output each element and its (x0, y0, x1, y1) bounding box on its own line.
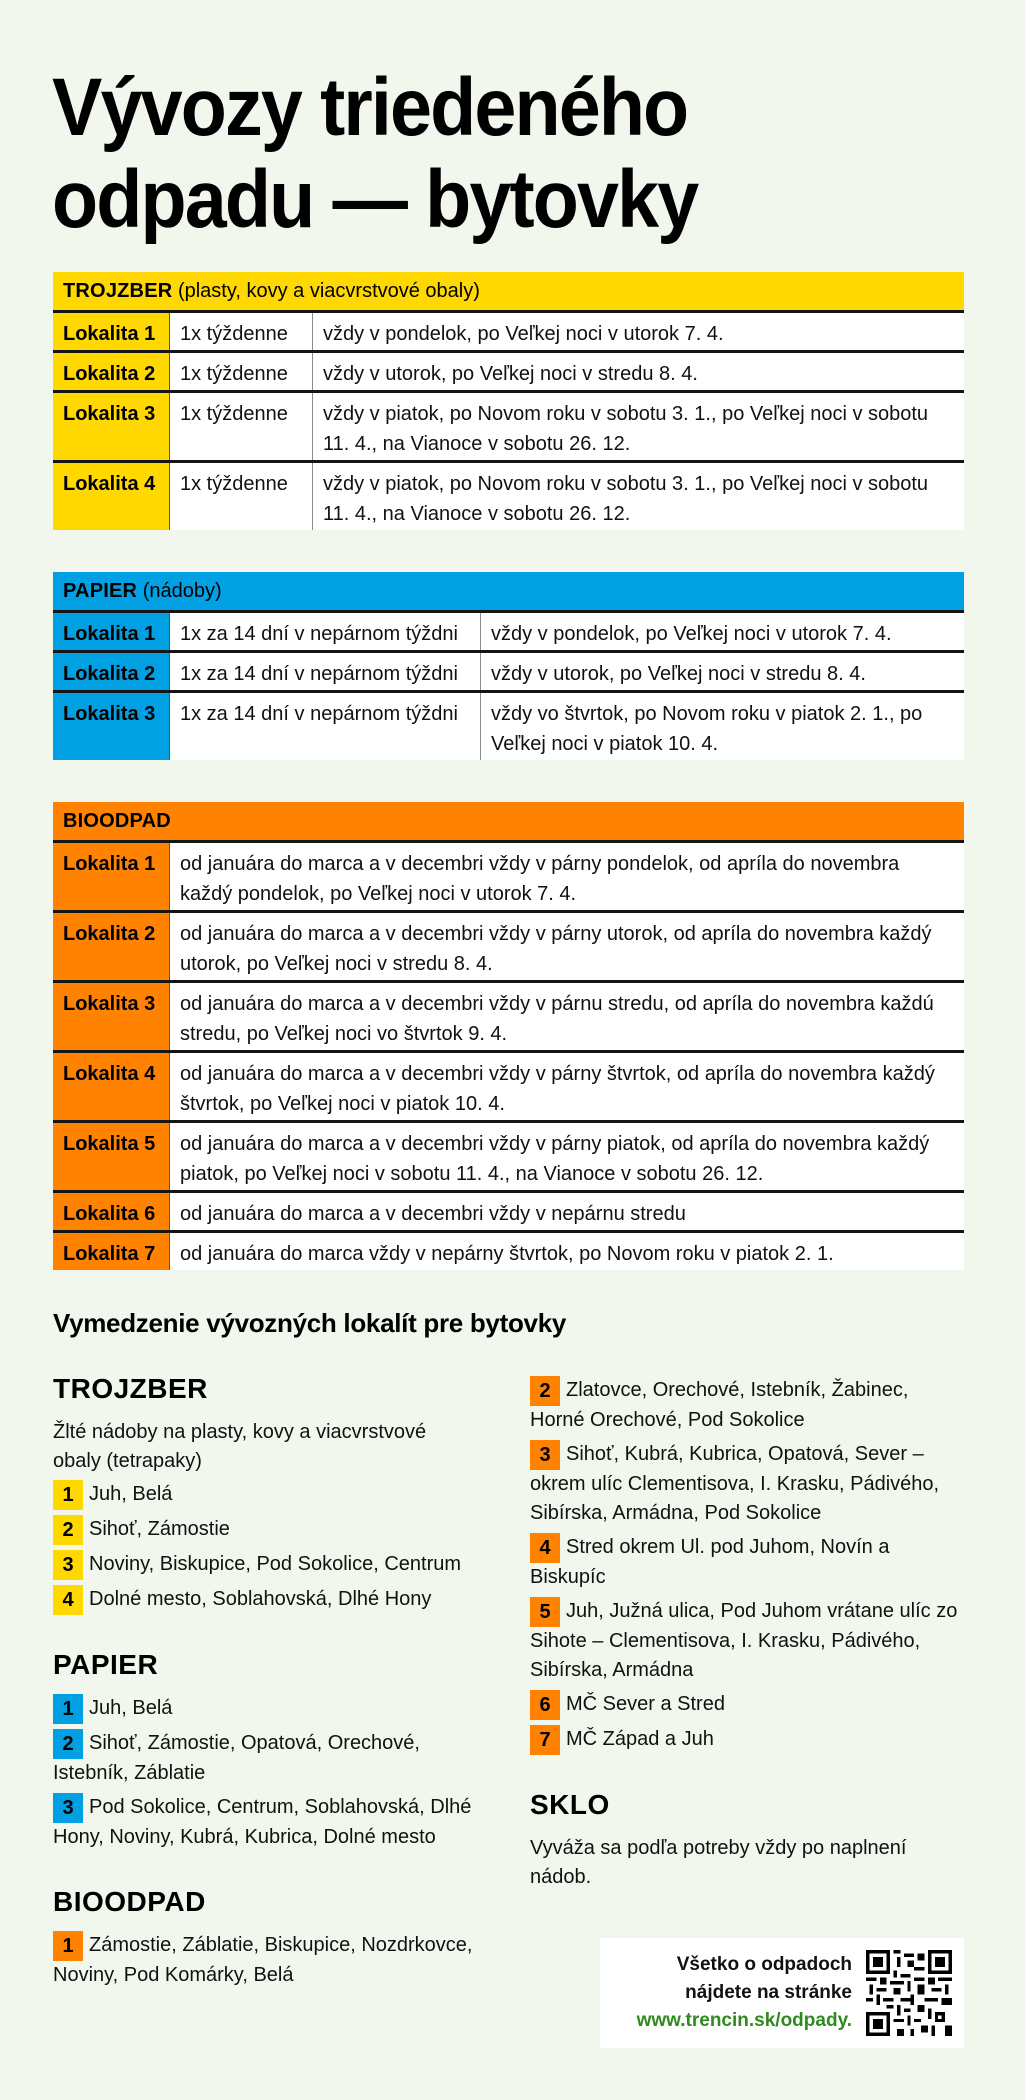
location-number-badge: 1 (53, 1931, 83, 1961)
row-detail: vždy vo štvrtok, po Novom roku v piatok 2. 1., po Veľkej noci v piatok 10. 4. (481, 693, 964, 760)
location-text: Juh, Južná ulica, Pod Juhom vrátane ulíc zo Sihote – Clementisova, I. Krasku, Pádivého, Sibírska, Armádna (530, 1600, 958, 1681)
row-label: Lokalita 4 (53, 463, 170, 530)
papier-section-title: PAPIER (53, 1649, 159, 1680)
page-title (52, 62, 880, 246)
trojzber-table-header (53, 272, 964, 310)
row-detail: vždy v pondelok, po Veľkej noci v utorok 7. 4. (313, 313, 964, 350)
row-frequency: 1x týždenne (170, 313, 313, 350)
trojzber-title: TROJZBER (63, 280, 173, 302)
bioodpad-section-title: BIOODPAD (53, 1886, 206, 1917)
location-number-badge: 4 (530, 1533, 560, 1563)
papier-note: (nádoby) (137, 580, 222, 602)
location-number-badge: 4 (53, 1585, 83, 1615)
promo-line-2: nájdete na stránke (685, 1982, 852, 2003)
list-item (530, 1533, 950, 1592)
location-number-badge: 3 (53, 1793, 83, 1823)
trojzber-schedule-table (53, 272, 964, 530)
row-detail: od januára do marca a v decembri vždy v párny pondelok, od apríla do novembra každý pondelok, po Veľkej noci v utorok 7. 4. (170, 843, 964, 910)
row-label: Lokalita 3 (53, 693, 170, 760)
row-label: Lokalita 2 (53, 653, 170, 690)
row-label: Lokalita 3 (53, 983, 170, 1050)
table-row (53, 390, 964, 460)
row-label: Lokalita 4 (53, 1053, 170, 1120)
qr-code-icon (866, 1950, 952, 2036)
table-row (53, 1230, 964, 1270)
table-row (53, 980, 964, 1050)
bioodpad-schedule-table (53, 802, 964, 1270)
table-row (53, 650, 964, 690)
list-item (53, 1515, 493, 1545)
list-item (530, 1725, 970, 1755)
table-row (53, 840, 964, 910)
row-label: Lokalita 6 (53, 1193, 170, 1230)
row-frequency: 1x týždenne (170, 353, 313, 390)
row-detail: vždy v piatok, po Novom roku v sobotu 3. 1., po Veľkej noci v sobotu 11. 4., na Vianoce v sobotu 26. 12. (313, 463, 964, 530)
sklo-text: Vyváža sa podľa potreby vždy po naplnení nádob. (530, 1837, 907, 1888)
list-item (53, 1585, 493, 1615)
papier-schedule-table (53, 572, 964, 760)
row-label: Lokalita 2 (53, 913, 170, 980)
location-text: Sihoť, Kubrá, Kubrica, Opatová, Sever – okrem ulíc Clementisova, I. Krasku, Pádivého, Sibírska, Armádna, Pod Sokolice (530, 1443, 940, 1524)
location-text: Dolné mesto, Soblahovská, Dlhé Hony (89, 1588, 432, 1610)
row-detail: od januára do marca a v decembri vždy v párny utorok, od apríla do novembra každý utorok, po Veľkej noci v stredu 8. 4. (170, 913, 964, 980)
trojzber-intro: Žlté nádoby na plasty, kovy a viacvrstvové obaly (tetrapaky) (53, 1421, 427, 1472)
location-number-badge: 3 (530, 1440, 560, 1470)
website-promo-box (600, 1938, 964, 2048)
table-row (53, 690, 964, 760)
definitions-heading: Vymedzenie vývozných lokalít pre bytovky (53, 1308, 567, 1338)
location-number-badge: 2 (53, 1729, 83, 1759)
row-label: Lokalita 3 (53, 393, 170, 460)
row-detail: od januára do marca a v decembri vždy v párny štvrtok, od apríla do novembra každý štvrtok, po Veľkej noci v piatok 10. 4. (170, 1053, 964, 1120)
definitions-right-column (530, 1376, 970, 1896)
location-text: Noviny, Biskupice, Pod Sokolice, Centrum (89, 1553, 462, 1575)
bioodpad-title: BIOODPAD (63, 810, 171, 832)
location-number-badge: 2 (53, 1515, 83, 1545)
location-number-badge: 1 (53, 1694, 83, 1724)
row-frequency: 1x týždenne (170, 463, 313, 530)
location-text: Stred okrem Ul. pod Juhom, Novín a Biskupíc (530, 1536, 890, 1588)
row-detail: vždy v pondelok, po Veľkej noci v utorok 7. 4. (481, 613, 964, 650)
location-number-badge: 5 (530, 1597, 560, 1627)
table-row (53, 350, 964, 390)
list-item (53, 1793, 493, 1852)
row-detail: od januára do marca a v decembri vždy v párnu stredu, od apríla do novembra každú stredu, po Veľkej noci vo štvrtok 9. 4. (170, 983, 964, 1050)
papier-title: PAPIER (63, 580, 138, 602)
list-item (530, 1690, 970, 1720)
table-row (53, 1050, 964, 1120)
location-number-badge: 6 (530, 1690, 560, 1720)
trojzber-note: (plasty, kovy a viacvrstvové obaly) (172, 280, 480, 302)
table-row (53, 1120, 964, 1190)
sklo-section-title: SKLO (530, 1789, 610, 1820)
row-detail: vždy v utorok, po Veľkej noci v stredu 8. 4. (313, 353, 964, 390)
location-text: Zámostie, Záblatie, Biskupice, Nozdrkovce, Noviny, Pod Komárky, Belá (53, 1934, 473, 1986)
row-label: Lokalita 1 (53, 313, 170, 350)
papier-table-header (53, 572, 964, 610)
table-row (53, 310, 964, 350)
list-item (530, 1376, 940, 1435)
row-frequency: 1x za 14 dní v nepárnom týždni (170, 693, 481, 760)
row-frequency: 1x za 14 dní v nepárnom týždni (170, 613, 481, 650)
list-item (53, 1694, 493, 1724)
row-detail: od januára do marca a v decembri vždy v párny piatok, od apríla do novembra každý piatok, po Veľkej noci v sobotu 11. 4., na Vianoce v sobotu 26. 12. (170, 1123, 964, 1190)
location-number-badge: 3 (53, 1550, 83, 1580)
row-frequency: 1x za 14 dní v nepárnom týždni (170, 653, 481, 690)
promo-line-1: Všetko o odpadoch (676, 1954, 852, 1975)
location-text: Zlatovce, Orechové, Istebník, Žabinec, Horné Orechové, Pod Sokolice (530, 1379, 909, 1431)
location-number-badge: 7 (530, 1725, 560, 1755)
table-row (53, 610, 964, 650)
definitions-left-column (53, 1372, 493, 1995)
row-frequency: 1x týždenne (170, 393, 313, 460)
list-item (53, 1550, 493, 1580)
table-row (53, 1190, 964, 1230)
location-text: Sihoť, Zámostie (89, 1518, 230, 1540)
location-text: Sihoť, Zámostie, Opatová, Orechové, Istebník, Záblatie (53, 1732, 420, 1784)
row-label: Lokalita 5 (53, 1123, 170, 1190)
row-detail: vždy v utorok, po Veľkej noci v stredu 8. 4. (481, 653, 964, 690)
location-text: Pod Sokolice, Centrum, Soblahovská, Dlhé Hony, Noviny, Kubrá, Kubrica, Dolné mesto (53, 1796, 472, 1848)
list-item (530, 1440, 960, 1528)
title-line-2: odpadu — bytovky (52, 154, 698, 245)
list-item (530, 1597, 970, 1685)
table-row (53, 460, 964, 530)
location-text: MČ Západ a Juh (566, 1728, 714, 1750)
location-number-badge: 2 (530, 1376, 560, 1406)
promo-text (600, 1951, 866, 2035)
table-row (53, 910, 964, 980)
row-label: Lokalita 2 (53, 353, 170, 390)
website-link[interactable]: www.trencin.sk/odpady. (636, 2010, 852, 2031)
row-detail: od januára do marca a v decembri vždy v nepárnu stredu (170, 1193, 964, 1230)
row-label: Lokalita 7 (53, 1233, 170, 1270)
list-item (53, 1729, 463, 1788)
row-label: Lokalita 1 (53, 613, 170, 650)
bioodpad-table-header (53, 802, 964, 840)
trojzber-section-title: TROJZBER (53, 1373, 208, 1404)
location-text: MČ Sever a Stred (566, 1693, 725, 1715)
row-label: Lokalita 1 (53, 843, 170, 910)
list-item (53, 1931, 498, 1990)
location-text: Juh, Belá (89, 1483, 173, 1505)
title-line-1: Vývozy triedeného (52, 62, 688, 153)
row-detail: vždy v piatok, po Novom roku v sobotu 3. 1., po Veľkej noci v sobotu 11. 4., na Vianoce v sobotu 26. 12. (313, 393, 964, 460)
location-text: Juh, Belá (89, 1697, 173, 1719)
row-detail: od januára do marca vždy v nepárny štvrtok, po Novom roku v piatok 2. 1. (170, 1233, 964, 1270)
location-number-badge: 1 (53, 1480, 83, 1510)
list-item (53, 1480, 493, 1510)
